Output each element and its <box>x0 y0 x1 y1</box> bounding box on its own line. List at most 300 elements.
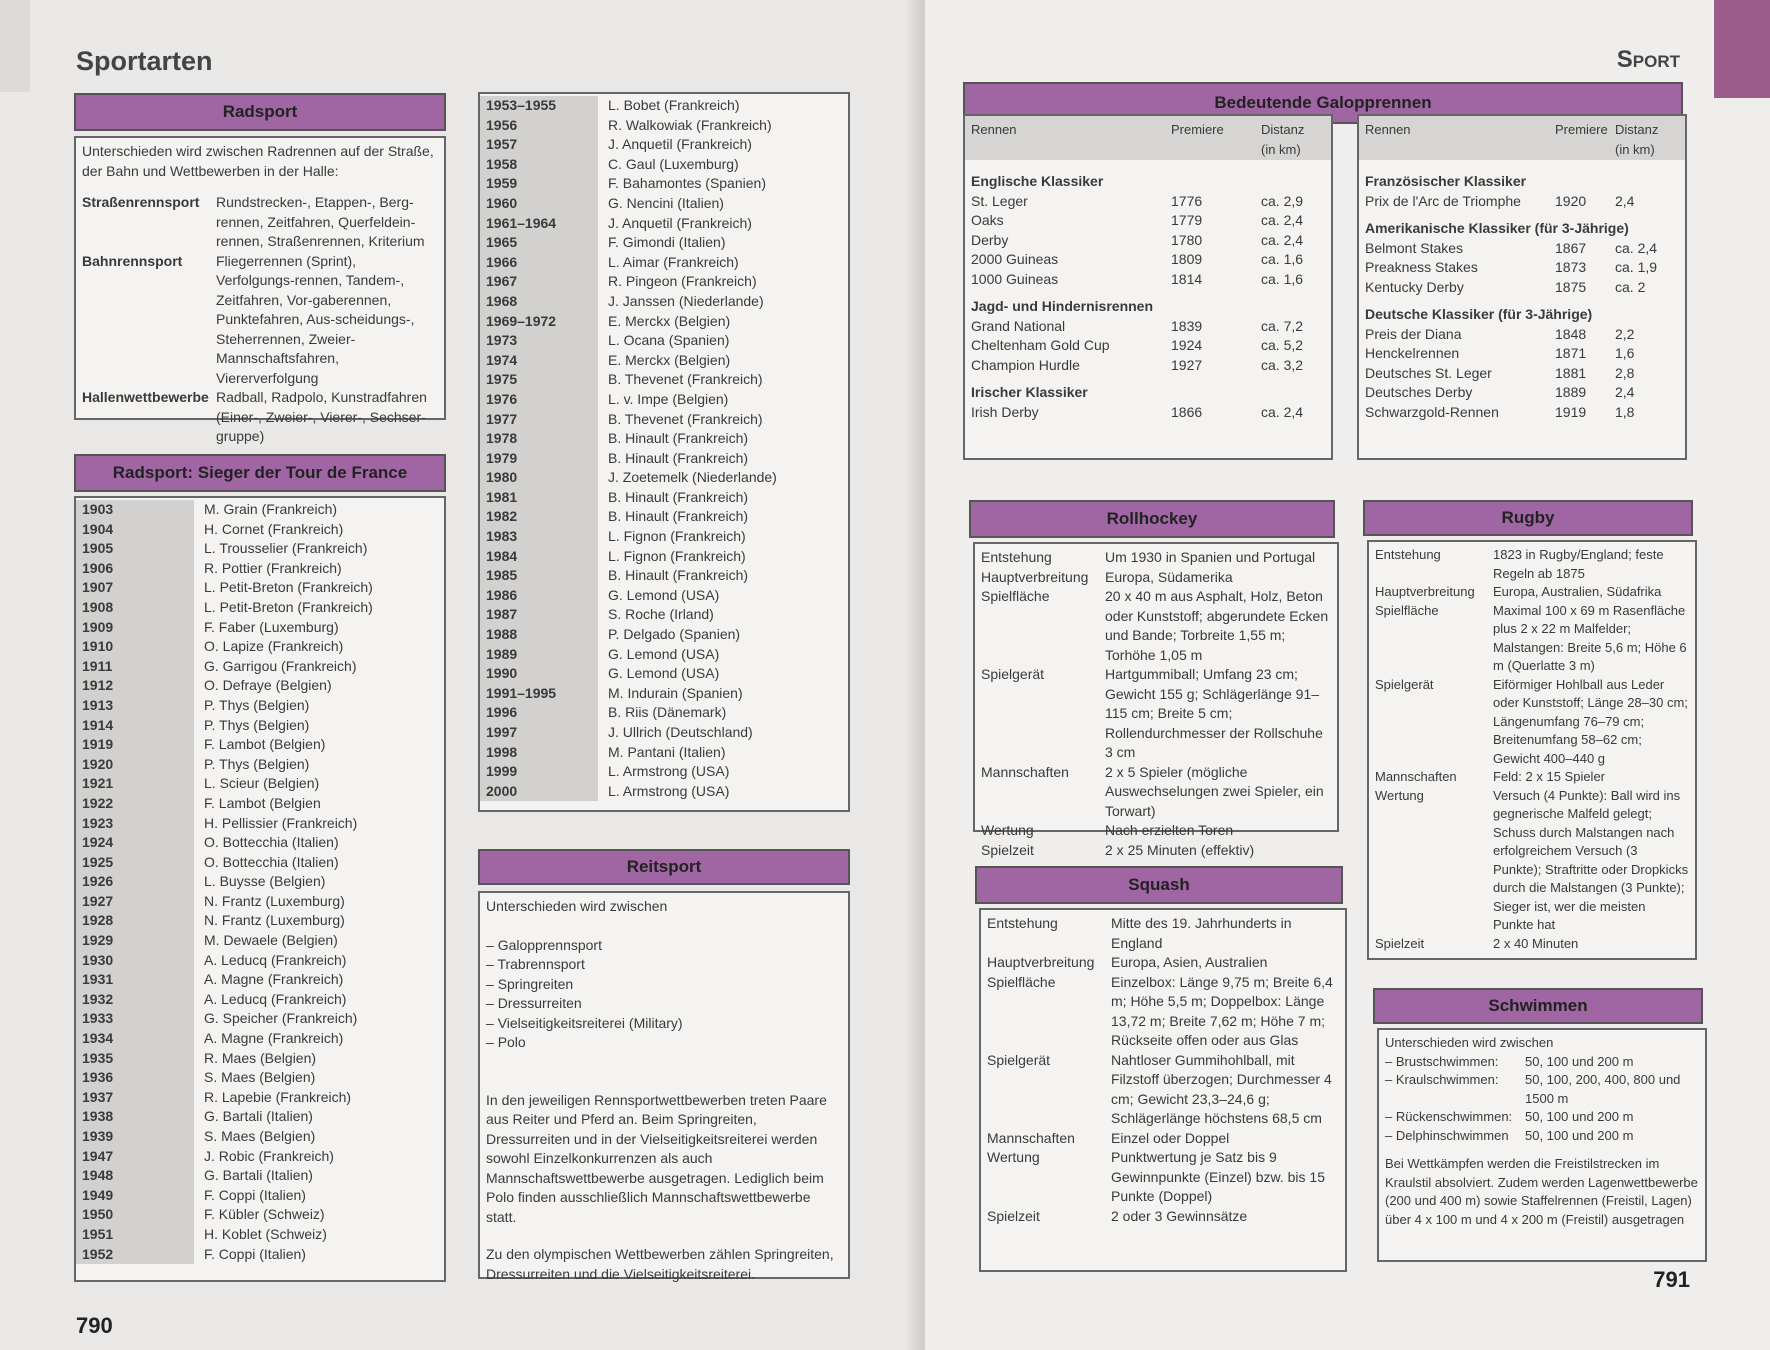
galopp-premiere: 1809 <box>1171 251 1203 267</box>
tour-winner: F. Lambot (Belgien <box>204 794 321 811</box>
tour-year: 1991–1995 <box>480 684 598 704</box>
rollhockey-row <box>981 763 1331 822</box>
rollhockey-row-value: Um 1930 in Spanien und Portugal <box>1105 549 1316 565</box>
squash-row-value: Mitte des 19. Jahrhunderts in England <box>1111 915 1292 951</box>
galopp-premiere: 1889 <box>1555 384 1587 400</box>
galopp-group-title: Deutsche Klassiker (für 3-Jährige) <box>1365 306 1593 322</box>
squash-row <box>987 1129 1339 1149</box>
tour-row <box>480 272 848 292</box>
galopp-row <box>1365 258 1679 278</box>
tour-winner: H. Pellissier (Frankreich) <box>204 814 358 831</box>
tour-row <box>76 1127 444 1147</box>
galopp-premiere: 1927 <box>1171 356 1203 373</box>
tour-winner: P. Thys (Belgien) <box>204 755 310 772</box>
tour-year: 1980 <box>480 468 598 488</box>
galopp-row <box>971 192 1325 212</box>
tour-row <box>480 625 848 645</box>
squash-row-key: Entstehung <box>987 915 1058 931</box>
galopp-race: 2000 Guineas <box>971 251 1059 267</box>
tour-header: Radsport: Sieger der Tour de France <box>74 454 446 492</box>
tour-year: 1969–1972 <box>480 312 598 332</box>
rollhockey-row-key: Spielzeit <box>981 841 1034 858</box>
schwimmen-rows <box>1385 1053 1699 1146</box>
rugby-row <box>1375 676 1689 769</box>
tour-year: 1935 <box>76 1049 194 1069</box>
galopp-header-distanz: Distanz (in km) <box>1615 122 1659 157</box>
galopp-table-left <box>963 114 1333 460</box>
tour-winner: M. Pantani (Italien) <box>608 743 726 760</box>
galopp-distance: ca. 7,2 <box>1261 317 1304 334</box>
rugby-row <box>1375 602 1689 676</box>
galopp-group-title: Irischer Klassiker <box>971 384 1088 400</box>
tour-winner: F. Faber (Luxemburg) <box>204 618 339 635</box>
tour-row <box>76 1049 444 1069</box>
schwimmen-row <box>1385 1071 1699 1108</box>
tour-year: 1907 <box>76 578 194 598</box>
tour-row <box>480 684 848 704</box>
page-number-left: 790 <box>76 1313 113 1338</box>
tour-year: 1990 <box>480 664 598 684</box>
squash-row-value: 2 oder 3 Gewinnsätze <box>1111 1207 1248 1224</box>
reitsport-list <box>486 936 842 1053</box>
galopp-race: Kentucky Derby <box>1365 278 1464 295</box>
tour-winner: G. Nencini (Italien) <box>608 194 724 211</box>
tour-winner: L. Buysse (Belgien) <box>204 873 326 890</box>
galopp-row <box>971 211 1325 231</box>
tour-winner: M. Grain (Frankreich) <box>204 501 338 517</box>
radsport-row <box>82 388 438 447</box>
tour-row <box>480 723 848 743</box>
tour-year: 1949 <box>76 1186 194 1206</box>
galopp-race: Schwarzgold-Rennen <box>1365 403 1499 420</box>
tour-year: 1957 <box>480 135 598 155</box>
tour-row <box>480 292 848 312</box>
tour-row <box>76 1205 444 1225</box>
tour-winner: G. Bartali (Italien) <box>204 1167 313 1184</box>
tour-year: 1922 <box>76 794 194 814</box>
tour-year: 1987 <box>480 605 598 625</box>
tour-year: 1958 <box>480 155 598 175</box>
tour-winner: L. Armstrong (USA) <box>608 763 730 780</box>
tour-winner: L. Ocana (Spanien) <box>608 332 730 349</box>
galopp-premiere: 1866 <box>1171 403 1203 420</box>
squash-header: Squash <box>975 866 1343 904</box>
schwimmen-header: Schwimmen <box>1373 988 1703 1024</box>
galopp-premiere: 1875 <box>1555 278 1587 295</box>
tour-winner: J. Janssen (Niederlande) <box>608 292 764 309</box>
galopp-body <box>1359 160 1685 426</box>
tour-row <box>76 637 444 657</box>
tour-winner: L. Scieur (Belgien) <box>204 775 320 792</box>
tour-winner: O. Defraye (Belgien) <box>204 677 332 694</box>
tour-row <box>76 735 444 755</box>
tour-year: 1953–1955 <box>480 96 598 116</box>
tour-row <box>480 429 848 449</box>
galopp-distance: 2,4 <box>1615 384 1635 400</box>
tour-year: 1986 <box>480 586 598 606</box>
tour-row <box>480 253 848 273</box>
reitsport-intro: Unterschieden wird zwischen <box>486 898 668 914</box>
galopp-row <box>1365 192 1679 212</box>
tour-winner: L. v. Impe (Belgien) <box>608 390 729 407</box>
tour-year: 1956 <box>480 116 598 136</box>
galopp-race: Irish Derby <box>971 403 1039 420</box>
tour-winner: B. Thevenet (Frankreich) <box>608 410 763 427</box>
tour-year: 1927 <box>76 892 194 912</box>
rugby-row-value: Maximal 100 x 69 m Rasenfläche plus 2 x 22 m Malfelder; Malstangen: Breite 5,6 m; Höhe 6 m (Querlatte 3 m) <box>1493 602 1687 673</box>
tour-winner: C. Gaul (Luxemburg) <box>608 155 739 172</box>
page-corner <box>0 0 30 92</box>
schwimmen-row <box>1385 1053 1699 1072</box>
reitsport-list-item: – Trabrennsport <box>486 955 842 975</box>
tour-winner: B. Hinault (Frankreich) <box>608 488 749 505</box>
tour-row <box>76 951 444 971</box>
rugby-header: Rugby <box>1363 500 1693 536</box>
tour-row <box>76 520 444 540</box>
tour-row <box>76 657 444 677</box>
tour-year: 1974 <box>480 351 598 371</box>
galopp-race: Derby <box>971 231 1009 248</box>
tour-winner: F. Coppi (Italien) <box>204 1245 306 1262</box>
rugby-row <box>1375 935 1689 954</box>
galopp-distance: 2,4 <box>1615 192 1635 209</box>
tour-row <box>480 390 848 410</box>
squash-row-value: Einzel oder Doppel <box>1111 1129 1230 1146</box>
tour-row <box>480 547 848 567</box>
tour-winner: L. Fignon (Frankreich) <box>608 528 746 545</box>
radsport-row <box>82 193 438 252</box>
galopp-row <box>1365 403 1679 423</box>
rollhockey-row-key: Spielfläche <box>981 588 1050 604</box>
tour-row <box>480 116 848 136</box>
tour-year: 1904 <box>76 520 194 540</box>
tour-year: 1934 <box>76 1029 194 1049</box>
galopp-premiere: 1848 <box>1555 325 1587 342</box>
galopp-distance: 1,6 <box>1615 345 1635 361</box>
page-number-right: 791 <box>1653 1267 1690 1292</box>
tour-row <box>76 755 444 775</box>
squash-row-value: Punktwertung je Satz bis 9 Gewinnpunkte (Einzel) bzw. bis 15 Punkte (Doppel) <box>1111 1149 1325 1204</box>
reitsport-box <box>478 891 850 1282</box>
galopp-distance: ca. 1,9 <box>1615 259 1658 275</box>
rugby-row <box>1375 787 1689 935</box>
tour-winner: N. Frantz (Luxemburg) <box>204 912 345 929</box>
tour-year: 1937 <box>76 1088 194 1108</box>
tour-year: 1967 <box>480 272 598 292</box>
tour-year: 1975 <box>480 370 598 390</box>
galopp-premiere: 1867 <box>1555 239 1587 256</box>
tour-year: 1950 <box>76 1205 194 1225</box>
tour-winner: A. Leducq (Frankreich) <box>204 990 347 1007</box>
tour-row <box>76 911 444 931</box>
squash-row-key: Spielzeit <box>987 1207 1040 1224</box>
rollhockey-row-key: Hauptverbreitung <box>981 568 1089 585</box>
rollhockey-row <box>981 665 1331 763</box>
tour-year: 1909 <box>76 618 194 638</box>
tour-winner: L. Trousselier (Frankreich) <box>204 540 368 557</box>
tour-row <box>480 605 848 625</box>
galopp-premiere: 1814 <box>1171 270 1203 287</box>
galopp-race: Deutsches Derby <box>1365 384 1473 400</box>
tour-row <box>76 833 444 853</box>
tour-row <box>480 370 848 390</box>
galopp-row <box>971 250 1325 270</box>
squash-row-key: Spielgerät <box>987 1051 1051 1068</box>
galopp-distance: ca. 5,2 <box>1261 337 1304 353</box>
tour-year: 1952 <box>76 1245 194 1265</box>
squash-row-value: Europa, Asien, Australien <box>1111 954 1268 970</box>
galopp-header-distanz: Distanz (in km) <box>1261 122 1305 157</box>
schwimmen-row-value: 50, 100, 200, 400, 800 und 1500 m <box>1525 1072 1681 1106</box>
galopp-row <box>1365 344 1679 364</box>
tour-winner: P. Thys (Belgien) <box>204 696 310 713</box>
tour-winner: E. Merckx (Belgien) <box>608 351 731 368</box>
galopp-race: Preis der Diana <box>1365 325 1462 342</box>
tour-year: 1981 <box>480 488 598 508</box>
galopp-distance: ca. 2,4 <box>1261 403 1304 420</box>
galopp-race: Cheltenham Gold Cup <box>971 337 1110 353</box>
squash-row-key: Mannschaften <box>987 1129 1075 1146</box>
galopp-premiere: 1839 <box>1171 317 1203 334</box>
tour-row <box>480 782 848 802</box>
galopp-table-right <box>1357 114 1687 460</box>
tour-year: 1976 <box>480 390 598 410</box>
tour-row <box>480 155 848 175</box>
tour-winner: G. Bartali (Italien) <box>204 1108 313 1125</box>
tour-year: 1924 <box>76 833 194 853</box>
tour-row <box>76 931 444 951</box>
rollhockey-box <box>973 542 1339 858</box>
rugby-row-key: Wertung <box>1375 787 1424 803</box>
rollhockey-row <box>981 841 1331 861</box>
tour-year: 1984 <box>480 547 598 567</box>
right-page <box>925 0 1770 1350</box>
schwimmen-row-key: – Delphinschwimmen <box>1385 1127 1509 1143</box>
galopp-header-rennen: Rennen <box>1365 122 1411 137</box>
tour-row <box>480 194 848 214</box>
tour-row <box>480 507 848 527</box>
rugby-row-value: Versuch (4 Punkte): Ball wird ins gegnerische Malfeld gelegt; Schuss durch Malstangen nach erfolgreichem Versuch (3 Punkte); Straftritte oder Dropkicks durch die Malstangen (3 Punkte); Sieger ist, wer die meisten Punkte hat <box>1493 787 1689 932</box>
radsport-box <box>74 136 446 444</box>
squash-row <box>987 973 1339 1051</box>
tour-year: 1903 <box>76 500 194 520</box>
tour-row <box>480 703 848 723</box>
tour-row <box>480 410 848 430</box>
rugby-row <box>1375 768 1689 787</box>
tour-winner: O. Lapize (Frankreich) <box>204 638 344 655</box>
tour-year: 1919 <box>76 735 194 755</box>
squash-row-key: Hauptverbreitung <box>987 954 1095 970</box>
squash-row-key: Spielfläche <box>987 973 1056 990</box>
radsport-row <box>82 252 438 389</box>
tour-row <box>76 892 444 912</box>
tour-winner: B. Riis (Dänemark) <box>608 704 727 721</box>
galopp-row <box>971 403 1325 423</box>
squash-row <box>987 1148 1339 1207</box>
tour-year: 1977 <box>480 410 598 430</box>
rugby-box <box>1367 540 1697 960</box>
tour-year: 1947 <box>76 1147 194 1167</box>
tour-winner: A. Leducq (Frankreich) <box>204 951 347 968</box>
tour-row <box>480 586 848 606</box>
rugby-row-value: Europa, Australien, Südafrika <box>1493 584 1662 599</box>
galopp-premiere: 1779 <box>1171 212 1203 228</box>
tour-winner: F. Coppi (Italien) <box>204 1186 306 1203</box>
schwimmen-row-value: 50, 100 und 200 m <box>1525 1127 1634 1143</box>
tour-row <box>76 559 444 579</box>
tour-year: 1905 <box>76 539 194 559</box>
galopp-premiere: 1871 <box>1555 345 1587 361</box>
tour-row <box>480 214 848 234</box>
tour-year: 1910 <box>76 637 194 657</box>
tour-year: 1983 <box>480 527 598 547</box>
galopp-row <box>1365 383 1679 403</box>
rollhockey-header: Rollhockey <box>969 500 1335 538</box>
galopp-group-title: Amerikanische Klassiker (für 3-Jährige) <box>1365 220 1629 236</box>
galopp-row <box>1365 325 1679 345</box>
rollhockey-row-value: Europa, Südamerika <box>1105 568 1233 585</box>
tour-winner: B. Thevenet (Frankreich) <box>608 371 763 388</box>
tour-winner: J. Robic (Frankreich) <box>204 1147 334 1164</box>
radsport-row-value: Fliegerrennen (Sprint), Verfolgungs-rennen, Tandem-, Zeitfahren, Vor-gaberennen, Punktefahren, Aus-scheidungs-, Steherrennen, Zweier-Mannschaftsfahren, Viererverfolgung <box>216 252 415 386</box>
schwimmen-row <box>1385 1127 1699 1146</box>
reitsport-list-item: – Polo <box>486 1033 842 1053</box>
rugby-row-key: Hauptverbreitung <box>1375 584 1475 599</box>
tour-row <box>76 1009 444 1029</box>
tour-row <box>76 1225 444 1245</box>
schwimmen-row-key: – Brustschwimmen: <box>1385 1053 1499 1069</box>
galopp-row <box>971 317 1325 337</box>
tour-row <box>76 872 444 892</box>
tour-winner: R. Lapebie (Frankreich) <box>204 1088 352 1105</box>
tour-winner: R. Pingeon (Frankreich) <box>608 273 757 290</box>
tour-row <box>480 527 848 547</box>
galopp-distance: ca. 2,4 <box>1261 231 1304 248</box>
reitsport-list-item: – Dressurreiten <box>486 994 842 1014</box>
reitsport-header: Reitsport <box>478 849 850 885</box>
galopp-distance: 1,8 <box>1615 403 1635 420</box>
tour-winner: G. Speicher (Frankreich) <box>204 1010 358 1027</box>
galopp-premiere: 1924 <box>1171 337 1203 353</box>
galopp-race: Henckelrennen <box>1365 345 1460 361</box>
tour-row <box>76 1068 444 1088</box>
tour-winner: G. Lemond (USA) <box>608 645 720 662</box>
tour-year: 1966 <box>480 253 598 273</box>
tour-row <box>480 96 848 116</box>
squash-box <box>979 908 1347 1272</box>
rugby-row <box>1375 583 1689 602</box>
tour-winner: L. Petit-Breton (Frankreich) <box>204 579 373 596</box>
squash-row <box>987 953 1339 973</box>
galopp-race: Prix de l'Arc de Triomphe <box>1365 192 1521 209</box>
tour-winner: G. Lemond (USA) <box>608 665 720 682</box>
galopp-row <box>971 270 1325 290</box>
galopp-column-headers <box>1359 116 1685 160</box>
tour-row <box>480 233 848 253</box>
squash-row <box>987 914 1339 953</box>
galopp-race: Deutsches St. Leger <box>1365 364 1492 381</box>
page-heading: Sportarten <box>76 46 213 76</box>
tour-year: 1931 <box>76 970 194 990</box>
tour-row <box>480 351 848 371</box>
tour-year: 1999 <box>480 762 598 782</box>
rollhockey-row <box>981 587 1331 665</box>
schwimmen-box <box>1377 1028 1707 1262</box>
tour-row <box>76 1088 444 1108</box>
reitsport-list-item: – Vielseitigkeitsreiterei (Military) <box>486 1014 842 1034</box>
rollhockey-row-key: Wertung <box>981 822 1034 838</box>
tour-year: 1929 <box>76 931 194 951</box>
tour-year: 1906 <box>76 559 194 579</box>
tour-winner: B. Hinault (Frankreich) <box>608 430 749 447</box>
tour-year: 1923 <box>76 814 194 834</box>
tour-year: 1925 <box>76 853 194 873</box>
squash-row-key: Wertung <box>987 1149 1040 1165</box>
rugby-row-key: Spielgerät <box>1375 676 1434 692</box>
tour-winner: S. Maes (Belgien) <box>204 1069 316 1086</box>
rollhockey-row-key: Spielgerät <box>981 666 1045 682</box>
tour-year: 1998 <box>480 743 598 763</box>
tour-winner: F. Lambot (Belgien) <box>204 736 326 753</box>
tour-winner: L. Fignon (Frankreich) <box>608 547 746 564</box>
galopp-premiere: 1873 <box>1555 259 1587 275</box>
tour-winner: P. Delgado (Spanien) <box>608 626 741 643</box>
galopp-distance: ca. 2 <box>1615 278 1646 295</box>
tour-winner: S. Maes (Belgien) <box>204 1128 316 1144</box>
tour-year: 1912 <box>76 676 194 696</box>
tour-winner: N. Frantz (Luxemburg) <box>204 892 345 909</box>
tour-row <box>76 1186 444 1206</box>
galopp-row <box>971 231 1325 251</box>
tour-row <box>76 696 444 716</box>
tour-year: 1959 <box>480 174 598 194</box>
tour-row <box>76 970 444 990</box>
tour-row <box>76 1107 444 1127</box>
reitsport-list-item: – Galopprennsport <box>486 936 842 956</box>
rollhockey-row-value: 2 x 5 Spieler (mögliche Auswechselungen zwei Spieler, ein Torwart) <box>1105 763 1324 819</box>
tour-year: 1997 <box>480 723 598 743</box>
squash-row <box>987 1207 1339 1227</box>
tour-year: 1926 <box>76 872 194 892</box>
rugby-row <box>1375 546 1689 583</box>
tour-winner: R. Pottier (Frankreich) <box>204 559 342 576</box>
tour-winner: E. Merckx (Belgien) <box>608 312 731 329</box>
tour-row <box>480 664 848 684</box>
galopp-header: Bedeutende Galopprennen <box>963 82 1683 124</box>
galopp-race: Preakness Stakes <box>1365 259 1478 275</box>
rollhockey-row-value: 20 x 40 m aus Asphalt, Holz, Beton oder Kunststoff; abgerundete Ecken und Bande; Torbreite 1,55 m; Torhöhe 1,05 m <box>1105 588 1329 663</box>
tour-row <box>76 500 444 520</box>
tour-winner: F. Kübler (Schweiz) <box>204 1206 325 1223</box>
rollhockey-row <box>981 821 1331 841</box>
galopp-group-title: Französischer Klassiker <box>1365 173 1527 189</box>
tour-winner: M. Dewaele (Belgien) <box>204 932 338 949</box>
galopp-header-premiere: Premiere <box>1555 122 1608 137</box>
rugby-row-value: 1823 in Rugby/England; feste Regeln ab 1875 <box>1493 547 1664 581</box>
galopp-race: 1000 Guineas <box>971 270 1059 287</box>
tour-winner: J. Anquetil (Frankreich) <box>608 136 752 153</box>
radsport-row-value: Radball, Radpolo, Kunstradfahren (Einer-, Zweier-, Vierer-, Sechser-gruppe) <box>216 389 427 444</box>
tour-column-2 <box>478 92 850 812</box>
tour-winner: R. Maes (Belgien) <box>204 1049 317 1066</box>
tour-row <box>76 853 444 873</box>
galopp-header-premiere: Premiere <box>1171 122 1224 137</box>
radsport-intro: Unterschieden wird zwischen Radrennen auf der Straße, der Bahn und Wettbewerben in der Halle: <box>82 143 434 179</box>
tour-year: 1982 <box>480 507 598 527</box>
tour-year: 1936 <box>76 1068 194 1088</box>
tour-year: 1965 <box>480 233 598 253</box>
tour-row <box>480 488 848 508</box>
